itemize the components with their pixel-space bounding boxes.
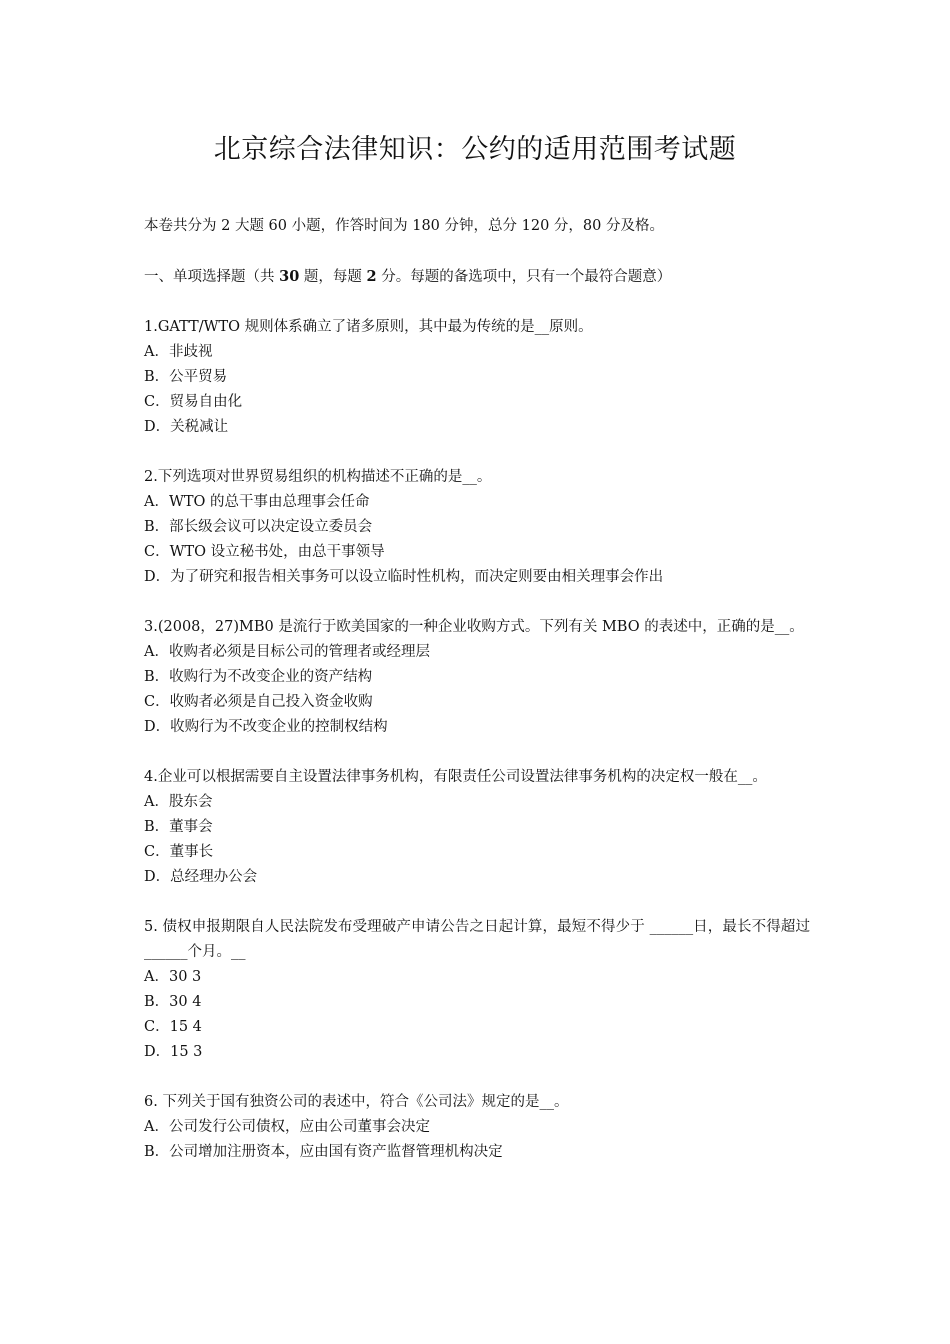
question-3 <box>144 615 810 740</box>
document-body <box>144 214 810 1190</box>
option-b: B．部长级会议可以决定设立委员会 <box>144 519 373 535</box>
option-d: D．收购行为不改变企业的控制权结构 <box>144 719 388 735</box>
exam-intro: 本卷共分为 2 大题 60 小题，作答时间为 180 分钟，总分 120 分，80 分及格。 <box>144 218 664 234</box>
option-c: C．贸易自由化 <box>144 394 243 410</box>
question-5 <box>144 915 810 1065</box>
document-title: 北京综合法律知识：公约的适用范围考试题 <box>213 134 737 165</box>
option-a: A．30 3 <box>144 969 202 985</box>
option-a: A．股东会 <box>144 794 213 810</box>
option-c: C．收购者必须是自己投入资金收购 <box>144 694 373 710</box>
section-count: 30 <box>279 268 300 285</box>
question-stem: 1.GATT/WTO 规则体系确立了诸多原则，其中最为传统的是__原则。 <box>144 319 593 335</box>
section-prefix: 一、单项选择题（共 <box>144 269 280 285</box>
question-stem: 2.下列选项对世界贸易组织的机构描述不正确的是__。 <box>144 469 492 485</box>
option-c: C．董事长 <box>144 844 214 860</box>
option-b: B．董事会 <box>144 819 213 835</box>
question-2 <box>144 465 810 590</box>
section-suffix: 分。每题的备选项中，只有一个最符合题意） <box>376 269 672 285</box>
question-stem: 5. 债权申报期限自人民法院发布受理破产申请公告之日起计算，最短不得少于 ______日，最长不得超过______个月。__ <box>144 919 810 960</box>
question-stem: 6. 下列关于国有独资公司的表述中，符合《公司法》规定的是__。 <box>144 1094 569 1110</box>
option-c: C．WTO 设立秘书处，由总干事领导 <box>144 544 385 560</box>
section-middle: 题，每题 <box>299 269 367 285</box>
option-a: A．WTO 的总干事由总理事会任命 <box>144 494 370 510</box>
section-points: 2 <box>366 268 377 285</box>
option-d: D．为了研究和报告相关事务可以设立临时性机构，而决定则要由相关理事会作出 <box>144 569 664 585</box>
option-b: B．30 4 <box>144 994 202 1010</box>
option-d: D．15 3 <box>144 1044 203 1060</box>
question-1 <box>144 315 810 440</box>
option-d: D．总经理办公会 <box>144 869 258 885</box>
option-b: B．公司增加注册资本，应由国有资产监督管理机构决定 <box>144 1144 503 1160</box>
question-stem: 4.企业可以根据需要自主设置法律事务机构，有限责任公司设置法律事务机构的决定权一般在__。 <box>144 769 767 785</box>
option-c: C．15 4 <box>144 1019 202 1035</box>
option-a: A．公司发行公司债权，应由公司董事会决定 <box>144 1119 430 1135</box>
option-a: A．非歧视 <box>144 344 213 360</box>
option-d: D．关税减让 <box>144 419 229 435</box>
question-6 <box>144 1090 810 1165</box>
section-heading <box>144 264 810 290</box>
option-b: B．公平贸易 <box>144 369 228 385</box>
option-b: B．收购行为不改变企业的资产结构 <box>144 669 373 685</box>
option-a: A．收购者必须是目标公司的管理者或经理层 <box>144 644 430 660</box>
question-stem: 3.(2008，27)MB0 是流行于欧美国家的一种企业收购方式。下列有关 MBO 的表述中，正确的是__。 <box>144 619 804 635</box>
question-4 <box>144 765 810 890</box>
